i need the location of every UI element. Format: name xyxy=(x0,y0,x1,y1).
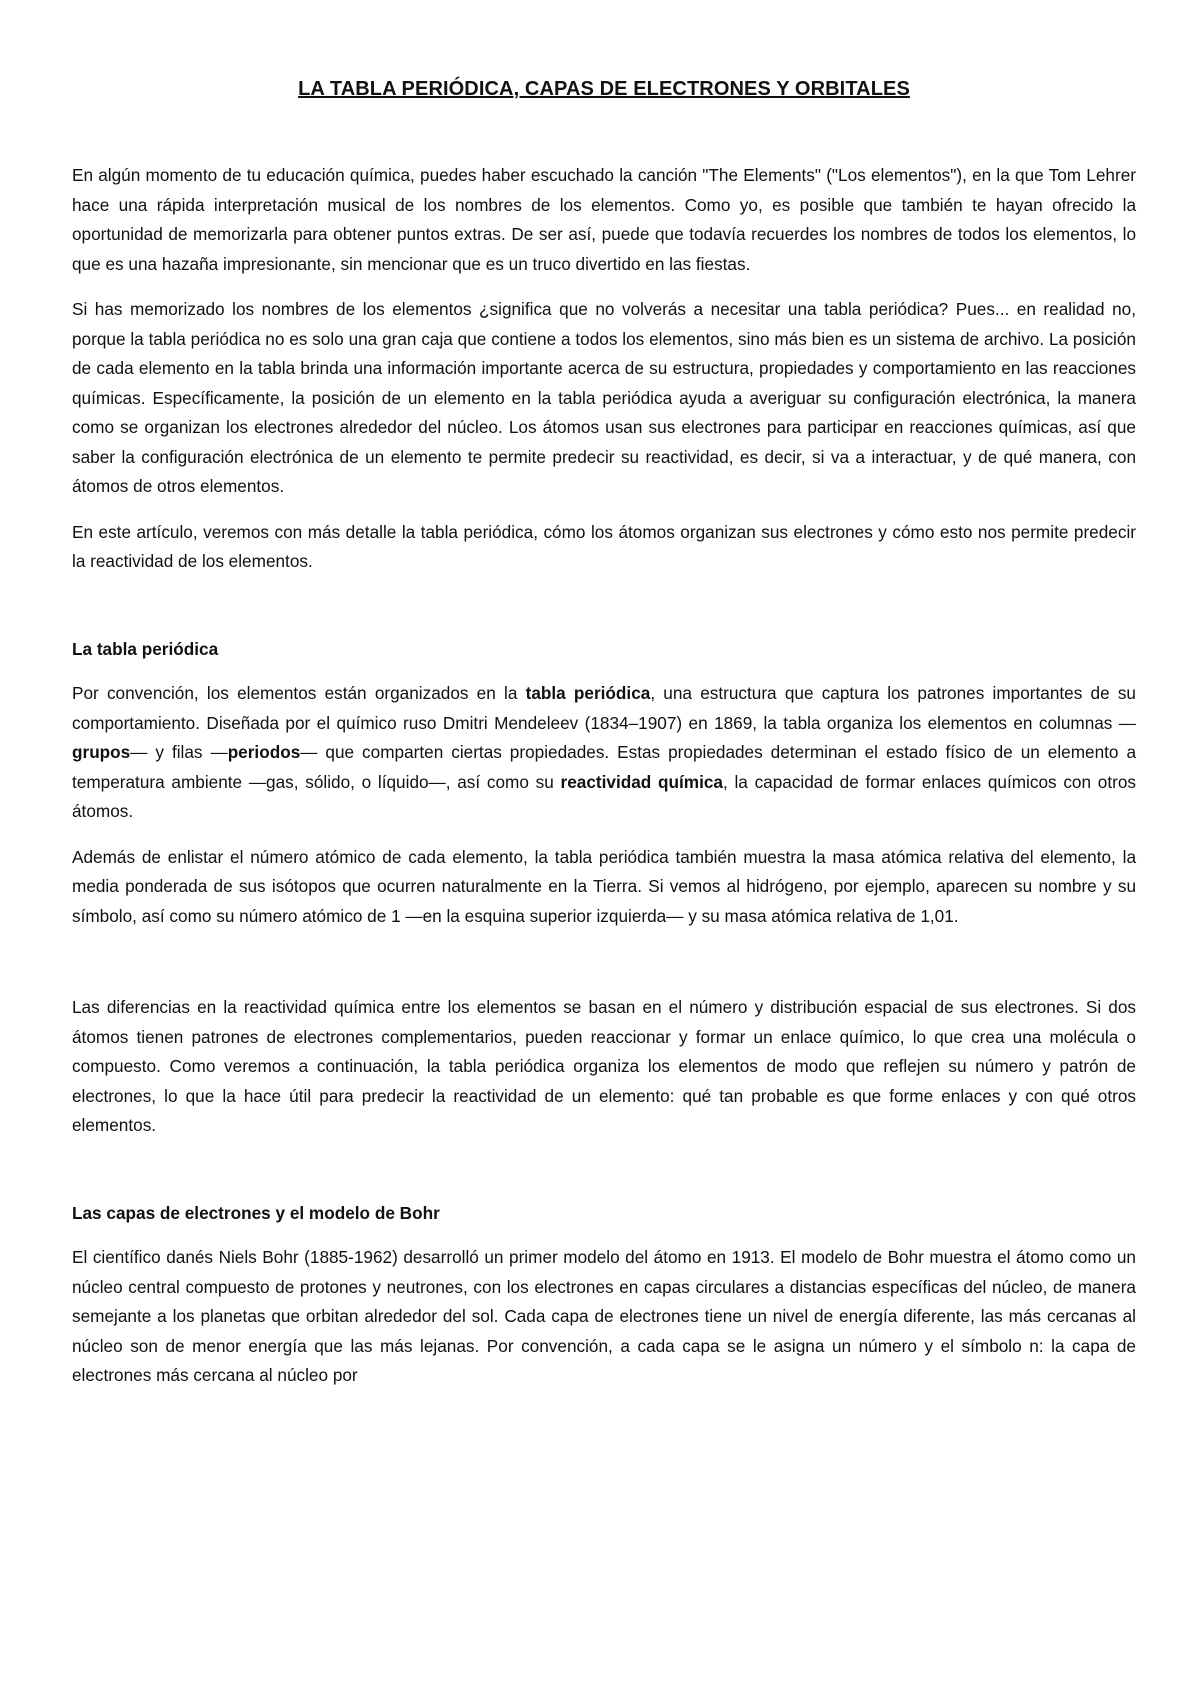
bohr-paragraph-1: El científico danés Niels Bohr (1885-1962) desarrolló un primer modelo del átomo en 1913. El modelo de Bohr muestra el átomo como un núcleo central compuesto de protones y neutrones, con los electrones en capas circulares a distancias específicas del núcleo, de manera semejante a los planetas que orbitan alrededor del sol. Cada capa de electrones tiene un nivel de energía diferente, las más cercanas al núcleo son de menor energía que las más lejanas. Por convención, a cada capa se le asigna un número y el símbolo n: la capa de electrones más cercana al núcleo por xyxy=(72,1247,1136,1385)
section-heading-periodic-table: La tabla periódica xyxy=(72,638,219,659)
text-run: , la capacidad de formar enlaces químicos con otros átomos. xyxy=(72,771,1136,821)
intro-paragraph-2: Si has memorizado los nombres de los elementos ¿significa que no volverás a necesitar una tabla periódica? Pues... en realidad no, porque la tabla periódica no es solo una gran caja que contiene a todos los elementos, sino más bien es un sistema de archivo. La posición de cada elemento en la tabla brinda una información importante acerca de su estructura, propiedades y comportamiento en las reacciones químicas. Específicamente, la posición de un elemento en la tabla periódica ayuda a averiguar su configuración electrónica, la manera como se organizan los electrones alrededor del núcleo. Los átomos usan sus electrones para participar en reacciones químicas, así que saber la configuración electrónica de un elemento te permite predecir su reactividad, es decir, si va a interactuar, y de qué manera, con átomos de otros elementos. xyxy=(72,299,1136,496)
term-chemical-reactivity: reactividad química xyxy=(560,771,723,792)
text-run: , una estructura que captura los patrones importantes de su comportamiento. Diseñada por el químico ruso Dmitri Mendeleev (1834–1907) en 1869, la tabla organiza los elementos en columnas — xyxy=(72,683,1136,733)
term-periodic-table: tabla periódica xyxy=(525,683,651,703)
term-groups: grupos xyxy=(72,742,131,762)
section-heading-bohr-model: Las capas de electrones y el modelo de Bohr xyxy=(72,1202,440,1223)
text-run: Por convención, los elementos están organizados en la xyxy=(72,683,526,703)
document-title: LA TABLA PERIÓDICA, CAPAS DE ELECTRONES Y ORBITALES xyxy=(298,78,910,100)
text-run: — que comparten ciertas propiedades. Estas propiedades determinan el estado físico de un elemento a temperatura ambiente —gas, sólido, o líquido—, así como su xyxy=(72,742,1137,792)
periodic-table-paragraph-2: Además de enlistar el número atómico de cada elemento, la tabla periódica también muestra la masa atómica relativa del elemento, la media ponderada de sus isótopos que ocurren naturalmente en la Tierra. Si vemos al hidrógeno, por ejemplo, aparecen su nombre y su símbolo, así como su número atómico de 1 —en la esquina superior izquierda— y su masa atómica relativa de 1,01. xyxy=(72,846,1136,926)
text-run: — y filas — xyxy=(130,742,228,762)
periodic-table-paragraph-1 xyxy=(72,679,1136,827)
intro-paragraph-1: En algún momento de tu educación química, puedes haber escuchado la canción "The Elements" ("Los elementos"), en la que Tom Lehrer hace una rápida interpretación musical de los nombres de los elementos. Como yo, es posible que también te hayan ofrecido la oportunidad de memorizarla para obtener puntos extras. De ser así, puede que todavía recuerdes los nombres de todos los elementos, lo que es una hazaña impresionante, sin mencionar que es un truco divertido en las fiestas. xyxy=(72,165,1136,274)
intro-paragraph-3: En este artículo, veremos con más detalle la tabla periódica, cómo los átomos organizan sus electrones y cómo esto nos permite predecir la reactividad de los elementos. xyxy=(72,521,1136,571)
term-periods: periodos xyxy=(227,742,301,762)
periodic-table-paragraph-3: Las diferencias en la reactividad química entre los elementos se basan en el número y distribución espacial de sus electrones. Si dos átomos tienen patrones de electrones complementarios, pueden reaccionar y formar un enlace químico, lo que crea una molécula o compuesto. Como veremos a continuación, la tabla periódica organiza los elementos de modo que reflejen su número y patrón de electrones, lo que la hace útil para predecir la reactividad de un elemento: qué tan probable es que forme enlaces y con qué otros elementos. xyxy=(72,997,1136,1135)
